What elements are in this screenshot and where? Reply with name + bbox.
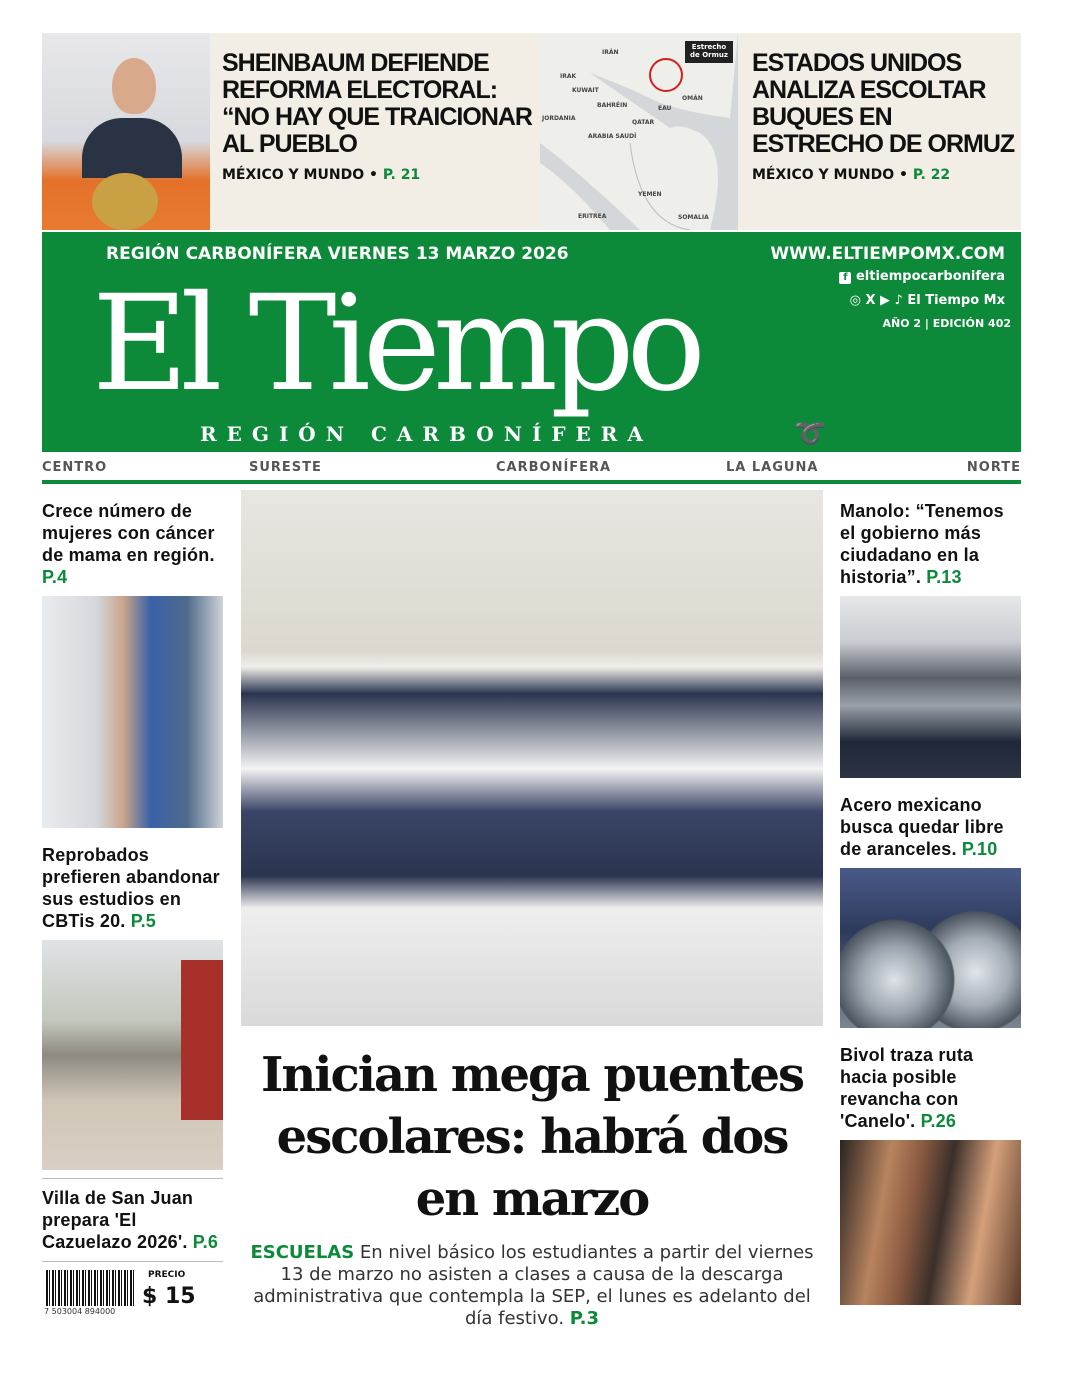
map-label: EAU — [658, 105, 672, 112]
page-ref: P.13 — [926, 567, 962, 587]
page-ref: P.26 — [920, 1111, 957, 1131]
map-callout: Estrecho de Ormuz — [690, 43, 728, 59]
nav-centro[interactable]: CENTRO — [42, 460, 108, 475]
cbtis-photo — [42, 940, 223, 1170]
social-handle: El Tiempo Mx — [907, 293, 1005, 308]
story-text: Acero mexicano busca quedar libre de aranceles. — [840, 795, 1004, 859]
section-label: MÉXICO Y MUNDO — [752, 167, 895, 183]
mammography-photo — [42, 596, 223, 828]
deck-text: En nivel básico los estudiantes a partir del viernes 13 de marzo no asisten a clases a causa de la descarga administrativa que contempla la SEP, el lunes es adelanto del día festivo. — [253, 1242, 814, 1329]
section-label: MÉXICO Y MUNDO — [222, 167, 365, 183]
dateline: REGIÓN CARBONÍFERA VIERNES 13 MARZO 2026 — [106, 244, 569, 264]
barcode — [46, 1270, 134, 1306]
left-story-3[interactable] — [42, 1187, 223, 1253]
page-ref: P.10 — [961, 839, 998, 859]
nav-norte[interactable]: NORTE — [966, 460, 1021, 475]
facebook-handle: eltiempocarbonifera — [855, 269, 1005, 284]
main-story — [241, 490, 823, 1330]
masthead-subtitle: REGIÓN CARBONÍFERA — [200, 422, 653, 446]
page-ref[interactable]: P.3 — [569, 1308, 600, 1329]
divider — [42, 1261, 223, 1262]
meeting-photo — [840, 596, 1021, 778]
story-text: Bivol traza ruta hacia posible revancha con 'Canelo'. — [840, 1045, 974, 1131]
main-deck — [241, 1242, 823, 1330]
price-value: $ 15 — [142, 1284, 196, 1309]
page-ref: P.4 — [42, 567, 68, 587]
map-label: ARABIA SAUDÍ — [588, 133, 637, 140]
left-column — [42, 500, 223, 1320]
nav-sureste[interactable]: SURESTE — [249, 460, 322, 475]
page-ref[interactable]: P. 21 — [382, 167, 421, 183]
facebook-icon: f — [839, 272, 851, 284]
nav-carbonifera[interactable]: CARBONÍFERA — [496, 460, 612, 475]
edition-info: AÑO 2 | EDICIÓN 402 — [882, 317, 1011, 330]
right-story-1[interactable] — [840, 500, 1021, 588]
website-link[interactable]: WWW.ELTIEMPOMX.COM — [770, 244, 1005, 264]
section-nav — [42, 460, 1021, 484]
page-ref[interactable]: P. 22 — [912, 167, 951, 183]
map-label: IRAK — [560, 73, 577, 80]
map-label: YEMEN — [638, 191, 662, 198]
left-story-1[interactable] — [42, 500, 223, 588]
headline: ESTADOS UNIDOS ANALIZA ESCOLTAR BUQUES EN ESTRECHO DE ORMUZ — [752, 49, 1015, 158]
social-links[interactable] — [850, 292, 1005, 310]
boxing-photo — [840, 1140, 1021, 1305]
price-box — [42, 1270, 223, 1320]
barcode-number: 7 503004 894000 — [44, 1307, 116, 1316]
tiktok-icon: ♪ — [894, 293, 903, 308]
map-label: QATAR — [632, 119, 655, 126]
x-icon: X — [865, 293, 876, 308]
headline: SHEINBAUM DEFIENDE REFORMA ELECTORAL: “NO HAY QUE TRAICIONAR AL PUEBLO — [222, 49, 532, 158]
steel-coils-photo — [840, 868, 1021, 1028]
story-text: Manolo: “Tenemos el gobierno más ciudadano en la historia”. — [840, 501, 1004, 587]
youtube-icon: ▶ — [880, 293, 890, 308]
map-label: KUWAIT — [572, 87, 599, 94]
page-ref: P.5 — [130, 911, 157, 931]
map-label: OMÁN — [682, 95, 703, 102]
main-headline[interactable]: Inician mega puentes escolares: habrá dos en marzo — [260, 1047, 804, 1227]
story-ormuz[interactable]: ESTADOS UNIDOS ANALIZA ESCOLTAR BUQUES EN ESTRECHO DE ORMUZ MÉXICO Y MUNDO • P. 22 — [752, 50, 1018, 184]
map-label: BAHRÉIN — [597, 102, 628, 109]
story-text: Villa de San Juan prepara 'El Cazuelazo 2026'. — [42, 1188, 194, 1252]
map-label: IRÁN — [602, 49, 619, 56]
map-label: SOMALIA — [678, 214, 709, 221]
page-ref: P.6 — [192, 1232, 219, 1252]
instagram-icon: ◎ — [849, 293, 861, 308]
masthead — [42, 232, 1021, 452]
nav-la-laguna[interactable]: LA LAGUNA — [726, 460, 819, 475]
price-label: PRECIO — [148, 1270, 186, 1280]
divider — [42, 1178, 223, 1179]
facebook-link[interactable] — [839, 269, 1005, 285]
story-text: Crece número de mujeres con cáncer de mama en región. — [42, 501, 215, 565]
story-sheinbaum[interactable]: SHEINBAUM DEFIENDE REFORMA ELECTORAL: “NO HAY QUE TRAICIONAR AL PUEBLO MÉXICO Y MUNDO • P. 21 — [222, 50, 534, 184]
sheinbaum-photo — [42, 33, 210, 230]
kicker: ESCUELAS — [250, 1242, 355, 1263]
right-story-3[interactable] — [840, 1044, 1021, 1132]
story-text: Reprobados prefieren abandonar sus estudios en CBTis 20. — [42, 845, 220, 931]
right-story-2[interactable] — [840, 794, 1021, 860]
students-photo — [241, 490, 823, 1026]
masthead-logo[interactable]: El Tiempo — [92, 267, 699, 421]
map-label: JORDANIA — [542, 115, 576, 122]
logo-mark-icon: ➰ — [794, 419, 827, 449]
map-label: ERITREA — [578, 213, 607, 220]
ormuz-map — [540, 33, 738, 230]
right-column — [840, 500, 1021, 1305]
left-story-2[interactable] — [42, 844, 223, 932]
